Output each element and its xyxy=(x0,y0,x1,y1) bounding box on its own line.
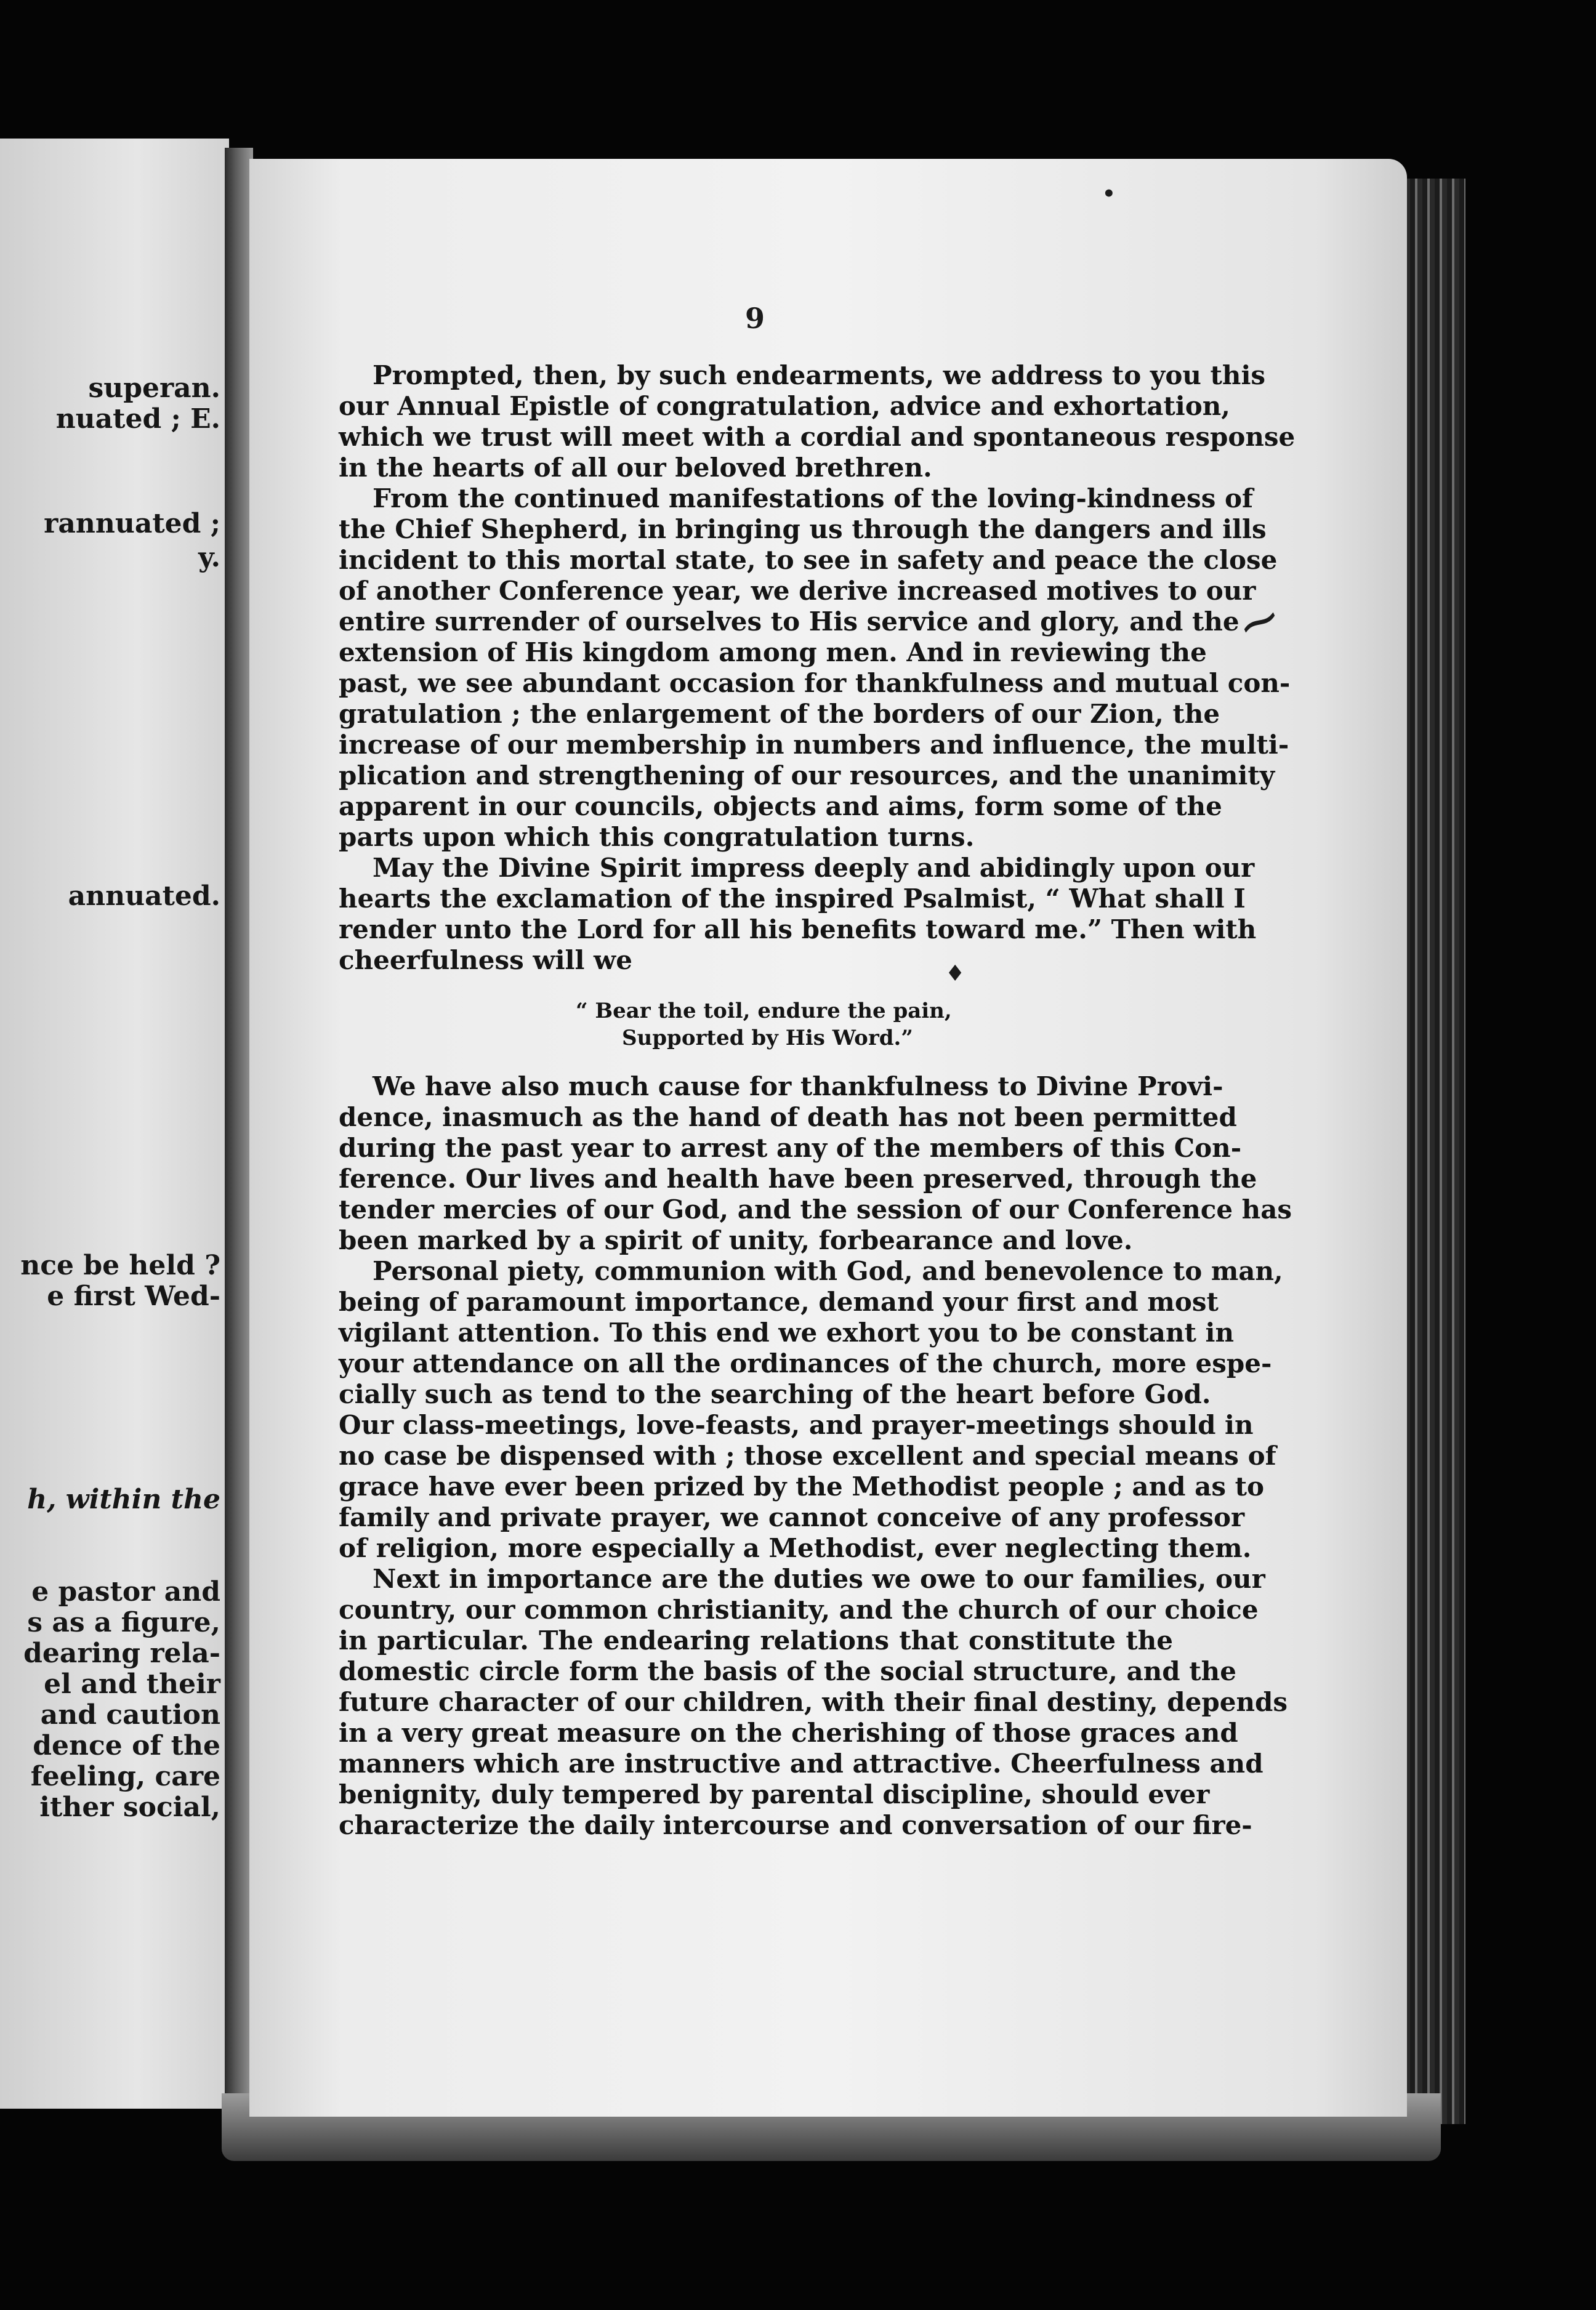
text-line: Prompted, then, by such endearments, we address to you this xyxy=(373,360,1266,390)
text-line: We have also much cause for thankfulness to Divine Provi- xyxy=(373,1071,1223,1101)
text-line: past, we see abundant occasion for thankfulness and mutual con- xyxy=(339,668,1291,698)
text-line: in a very great measure on the cherishing of those graces and xyxy=(339,1718,1238,1748)
text-line: domestic circle form the basis of the social structure, and the xyxy=(339,1656,1236,1686)
left-fragment: el and their xyxy=(44,1668,220,1700)
text-line: From the continued manifestations of the loving-kindness of xyxy=(373,483,1254,513)
speck-mark: • xyxy=(1102,182,1116,206)
text-line: your attendance on all the ordinances of the church, more espe- xyxy=(339,1348,1272,1378)
hymn-quotation xyxy=(576,997,952,1052)
text-line: May the Divine Spirit impress deeply and abidingly upon our xyxy=(373,853,1255,883)
text-line: country, our common christianity, and the church of our choice xyxy=(339,1595,1259,1625)
left-fragment: annuated. xyxy=(68,880,220,912)
text-line: entire surrender of ourselves to His service and glory, and the xyxy=(339,606,1239,637)
text-line: been marked by a spirit of unity, forbearance and love. xyxy=(339,1225,1133,1255)
quote-line: “ Bear the toil, endure the pain, xyxy=(576,999,952,1023)
text-line: hearts the exclamation of the inspired Psalmist, “ What shall I xyxy=(339,883,1246,914)
left-fragment: dence of the xyxy=(33,1730,220,1761)
ink-blot-mark: ♦ xyxy=(945,960,965,986)
left-fragment: s as a figure, xyxy=(27,1607,220,1638)
page-number: 9 xyxy=(745,302,765,335)
text-line: dence, inasmuch as the hand of death has not been permitted xyxy=(339,1102,1237,1132)
left-fragment: e pastor and xyxy=(31,1576,220,1608)
text-line: of religion, more especially a Methodist, ever neglecting them. xyxy=(339,1533,1252,1563)
quote-line: Supported by His Word.” xyxy=(622,1026,913,1050)
left-fragment: and caution xyxy=(40,1699,220,1731)
left-fragment: ither social, xyxy=(39,1792,220,1823)
left-fragment: dearing rela- xyxy=(23,1638,220,1669)
text-line: in the hearts of all our beloved brethren. xyxy=(339,453,932,483)
left-fragment: superan. xyxy=(88,372,220,404)
text-line: parts upon which this congratulation turns. xyxy=(339,822,975,852)
text-line: grace have ever been prized by the Methodist people ; and as to xyxy=(339,1471,1265,1502)
text-line: which we trust will meet with a cordial and spontaneous response xyxy=(339,422,1296,452)
page-edges xyxy=(1398,179,1465,2124)
text-line: in particular. The endearing relations that constitute the xyxy=(339,1625,1173,1656)
text-line: render unto the Lord for all his benefits toward me.” Then with xyxy=(339,914,1257,944)
text-line: Next in importance are the duties we owe to our families, our xyxy=(373,1564,1265,1594)
text-line: increase of our membership in numbers and influence, the multi- xyxy=(339,730,1289,760)
left-fragment: h, within the xyxy=(27,1484,220,1515)
text-line: Our class-meetings, love-feasts, and prayer-meetings should in xyxy=(339,1410,1254,1440)
left-fragment: e first Wed- xyxy=(47,1281,220,1312)
text-line: manners which are instructive and attractive. Cheerfulness and xyxy=(339,1749,1264,1779)
text-line: Personal piety, communion with God, and benevolence to man, xyxy=(373,1256,1283,1286)
text-line: gratulation ; the enlargement of the borders of our Zion, the xyxy=(339,699,1220,729)
facing-page-left xyxy=(0,139,229,2109)
text-line: characterize the daily intercourse and conversation of our fire- xyxy=(339,1810,1252,1840)
text-line: tender mercies of our God, and the session of our Conference has xyxy=(339,1194,1292,1225)
text-line: no case be dispensed with ; those excellent and special means of xyxy=(339,1441,1276,1471)
text-line: incident to this mortal state, to see in safety and peace the close xyxy=(339,545,1278,575)
left-fragment: rannuated ; xyxy=(44,508,220,539)
text-line: benignity, duly tempered by parental discipline, should ever xyxy=(339,1779,1210,1809)
text-line: plication and strengthening of our resources, and the unanimity xyxy=(339,760,1275,791)
left-fragment: y. xyxy=(198,542,220,573)
text-line: being of paramount importance, demand your first and most xyxy=(339,1287,1219,1317)
text-line: cheerfulness will we xyxy=(339,945,632,975)
text-line: family and private prayer, we cannot conceive of any professor xyxy=(339,1502,1245,1532)
left-fragment: nuated ; E. xyxy=(55,403,220,435)
text-line: vigilant attention. To this end we exhort you to be constant in xyxy=(339,1318,1235,1348)
body-text-part-1 xyxy=(339,360,1296,976)
text-line: of another Conference year, we derive increased motives to our xyxy=(339,576,1256,606)
text-line: ference. Our lives and health have been preserved, through the xyxy=(339,1164,1257,1194)
text-line: extension of His kingdom among men. And in reviewing the xyxy=(339,637,1207,667)
left-fragment: nce be held ? xyxy=(20,1250,220,1281)
text-line: our Annual Epistle of congratulation, advice and exhortation, xyxy=(339,391,1230,421)
text-line: future character of our children, with their final destiny, depends xyxy=(339,1687,1288,1717)
text-line: during the past year to arrest any of the members of this Con- xyxy=(339,1133,1242,1163)
text-line: the Chief Shepherd, in bringing us through the dangers and ills xyxy=(339,514,1267,544)
text-line: cially such as tend to the searching of the heart before God. xyxy=(339,1379,1211,1409)
ink-smudge-mark: ⁓ xyxy=(1233,594,1285,650)
left-fragment: feeling, care xyxy=(30,1761,220,1792)
text-line: apparent in our councils, objects and aims, form some of the xyxy=(339,791,1222,821)
body-text-part-2 xyxy=(339,1071,1292,1841)
